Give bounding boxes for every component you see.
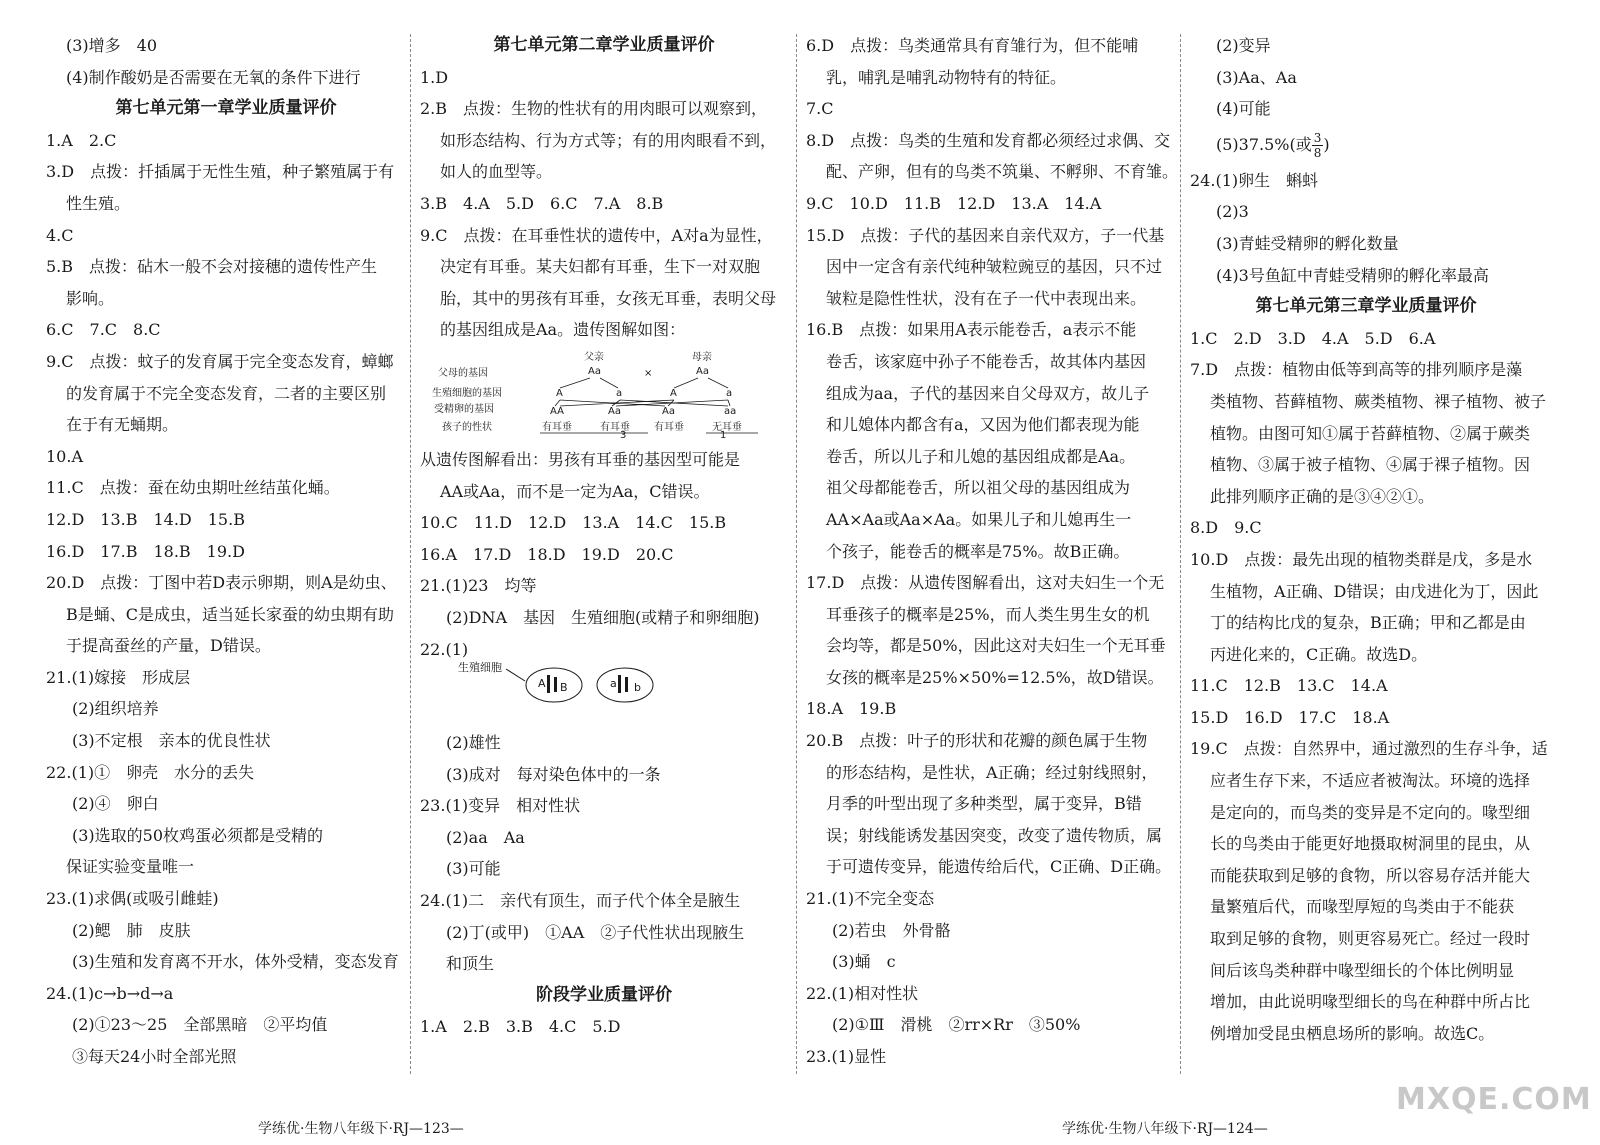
answer-line: (3)可能 <box>446 859 501 879</box>
cell2-gene-a: a <box>610 677 617 691</box>
mother-label: 母亲 <box>692 351 712 363</box>
answer-line: 女孩的概率是25%×50%=12.5%，故D错误。 <box>826 667 1164 687</box>
answer-line: 类植物、苔藓植物、蕨类植物、裸子植物、被子 <box>1210 391 1547 411</box>
answer-line: 组成为aa，子代的基因来自父母双方，故儿子 <box>826 383 1150 403</box>
fraction-prefix: (5)37.5%(或 <box>1216 134 1312 154</box>
row-label-parent-gene: 父母的基因 <box>438 367 488 379</box>
trait-1: 有耳垂 <box>542 421 572 433</box>
answer-line: (2)aa Aa <box>446 827 525 847</box>
answer-column-1 <box>46 30 406 1073</box>
answer-line: 3.D 点拨：扦插属于无性生殖，种子繁殖属于有 <box>46 162 395 182</box>
answer-line: 影响。 <box>66 288 115 308</box>
chromosome <box>547 675 550 693</box>
answer-line: 22.(1) <box>420 639 469 659</box>
answer-line: 会均等，都是50%，因此这对夫妇生一个无耳垂 <box>826 636 1166 656</box>
zygote-AA: AA <box>550 405 564 417</box>
answer-line: 间后该鸟类种群中喙型细长的个体比例明显 <box>1210 960 1515 980</box>
answer-line: 20.D 点拨：丁图中若D表示卵期，则A是幼虫、 <box>46 573 397 593</box>
ratio-3: 3 <box>620 429 627 438</box>
ratio-1: 1 <box>720 429 727 438</box>
answer-line: ③每天24小时全部光照 <box>72 1047 237 1066</box>
chromosome <box>618 675 621 693</box>
answer-line: 23.(1)显性 <box>806 1047 887 1066</box>
answer-line: 22.(1)① 卵壳 水分的丢失 <box>46 762 255 782</box>
answer-line: 和儿媳体内都含有a，又因为他们都表现为能 <box>826 415 1140 435</box>
answer-line: 10.D 点拨：最先出现的植物类群是戊，多是水 <box>1190 549 1533 569</box>
answer-line: 9.C 点拨：蚊子的发育属于完全变态发育，蟑螂 <box>46 351 394 371</box>
answer-line: 于提高蚕丝的产量，D错误。 <box>66 636 271 656</box>
germ-cell-svg <box>420 651 788 713</box>
answer-line: 如人的血型等。 <box>440 162 553 182</box>
chromosome <box>554 677 557 692</box>
page-footer-right: 学练优·生物八年级下·RJ—124— <box>1062 1121 1268 1137</box>
row-label-gamete: 生殖细胞的基因 <box>432 387 502 399</box>
section-heading: 第七单元第一章学业质量评价 <box>115 98 337 119</box>
fraction-suffix: ) <box>1323 134 1330 154</box>
answer-line: 例增加受昆虫栖息场所的影响。故选C。 <box>1210 1023 1495 1043</box>
answer-line: (2)DNA 基因 生殖细胞(或精子和卵细胞) <box>446 607 760 627</box>
answer-column-2 <box>420 30 788 1043</box>
column-divider-3 <box>1180 34 1181 1074</box>
answer-line: 丁的结构比戊的复杂，B正确；甲和乙都是由 <box>1210 613 1526 633</box>
column-divider-2 <box>796 34 797 1074</box>
answer-line: 增加，由此说明喙型细长的鸟在种群中所占比 <box>1210 992 1531 1012</box>
gamete-a1: a <box>616 387 623 399</box>
answer-line: (4)制作酸奶是否需要在无氧的条件下进行 <box>66 67 361 87</box>
answer-line: 22.(1)相对性状 <box>806 983 919 1003</box>
section-heading: 第七单元第三章学业质量评价 <box>1255 296 1477 317</box>
page-footer-left: 学练优·生物八年级下·RJ—123— <box>258 1121 464 1137</box>
germ-cell-label: 生殖细胞 <box>458 661 502 675</box>
answer-line: (2)3 <box>1216 202 1249 222</box>
answer-line: 15.D 16.D 17.C 18.A <box>1190 707 1390 727</box>
answer-line: 如形态结构、行为方式等；有的用肉眼看不到， <box>440 130 777 150</box>
answer-line: 16.D 17.B 18.B 19.D <box>46 541 245 561</box>
mother-gene: Aa <box>696 365 709 377</box>
answer-line: 2.B 点拨：生物的性状有的用肉眼可以观察到， <box>420 99 768 119</box>
answer-line: (3)成对 每对染色体中的一条 <box>446 764 661 784</box>
zygote-aa: aa <box>724 405 737 417</box>
answer-line: 1.A 2.B 3.B 4.C 5.D <box>420 1017 621 1037</box>
father-gene: Aa <box>588 365 601 377</box>
cell1-gene-B: B <box>560 681 568 695</box>
answer-line: (4)3号鱼缸中青蛙受精卵的孵化率最高 <box>1216 265 1489 285</box>
answer-line: 误；射线能诱发基因突变，改变了遗传物质，属 <box>826 825 1163 845</box>
answer-line: 12.D 13.B 14.D 15.B <box>46 509 245 529</box>
answer-line: 月季的叶型出现了多种类型，属于变异，B错 <box>826 794 1142 814</box>
answer-line: 1.C 2.D 3.D 4.A 5.D 6.A <box>1190 328 1436 348</box>
answer-line: 9.C 10.D 11.B 12.D 13.A 14.A <box>806 193 1102 213</box>
fraction-numerator: 3 <box>1313 130 1322 145</box>
gamete-A2: A <box>670 387 677 399</box>
answer-line: 4.C <box>46 225 74 245</box>
answer-line: 23.(1)变异 相对性状 <box>420 796 581 816</box>
answer-line: 应者生存下来，不适应者被淘汰。环境的选择 <box>1210 771 1531 791</box>
answer-line: 21.(1)不完全变态 <box>806 889 935 909</box>
gamete-a2: a <box>726 387 733 399</box>
row-label-trait: 孩子的性状 <box>442 421 492 433</box>
gamete-A1: A <box>556 387 563 399</box>
answer-column-3 <box>806 30 1179 1073</box>
answer-line: 3.B 4.A 5.D 6.C 7.A 8.B <box>420 193 664 213</box>
answer-line: (3)Aa、Aa <box>1216 67 1297 87</box>
answer-line: B是蛹、C是成虫，适当延长家蚕的幼虫期有助 <box>66 604 395 624</box>
answer-line: 16.A 17.D 18.D 19.D 20.C <box>420 544 674 564</box>
answer-line: (2)①Ⅲ 滑桃 ②rr×Rr ③50% <box>832 1015 1081 1035</box>
answer-line: 20.B 点拨：叶子的形状和花瓣的颜色属于生物 <box>806 731 1148 751</box>
watermark-text: MXQE.COM <box>1396 1082 1592 1117</box>
answer-line: 7.D 点拨：植物由低等到高等的排列顺序是藻 <box>1190 360 1523 380</box>
column-divider-1 <box>410 34 411 1074</box>
watermark <box>1396 1082 1592 1117</box>
answer-line: 21.(1)23 均等 <box>420 576 537 596</box>
answer-line: 11.C 点拨：蚕在幼虫期吐丝结茧化蛹。 <box>46 478 340 498</box>
answer-line: 卷舌，所以儿子和儿媳的基因组成都是Aa。 <box>826 446 1136 466</box>
answer-line: (3)青蛙受精卵的孵化数量 <box>1216 233 1399 253</box>
inheritance-diagram <box>420 350 788 438</box>
answer-line: 保证实验变量唯一 <box>66 857 195 877</box>
answer-line: 17.D 点拨：从遗传图解看出，这对夫妇生一个无 <box>806 573 1165 593</box>
answer-line: 6.C 7.C 8.C <box>46 320 161 340</box>
answer-line: 11.C 12.B 13.C 14.A <box>1190 676 1388 696</box>
answer-line: 此排列顺序正确的是③④②①。 <box>1210 486 1435 506</box>
answer-line: 24.(1)c→b→d→a <box>46 983 174 1003</box>
zygote-Aa-1: Aa <box>608 405 621 417</box>
answer-line: 1.A 2.C <box>46 130 117 150</box>
answer-line: 而能获取到足够的食物，所以容易存活并能大 <box>1210 865 1531 885</box>
answer-line: 长的鸟类由于能更好地摄取树洞里的昆虫，从 <box>1210 834 1531 854</box>
answer-line: (2)①23～25 全部黑暗 ②平均值 <box>72 1015 328 1035</box>
section-heading: 第七单元第二章学业质量评价 <box>493 35 715 55</box>
answer-line: 和顶生 <box>446 954 495 974</box>
answer-line: 卷舌，该家庭中孙子不能卷舌，故其体内基因 <box>826 351 1147 371</box>
answer-line: 1.D <box>420 67 449 87</box>
answer-line: 19.C 点拨：自然界中，通过激烈的生存斗争，适 <box>1190 739 1548 759</box>
answer-line: 配、产卵，但有的鸟类不筑巢、不孵卵、不育雏。 <box>826 162 1179 182</box>
answer-line: 的发育属于不完全变态发育，二者的主要区别 <box>66 383 387 403</box>
zygote-Aa-2: Aa <box>662 405 675 417</box>
answer-line: 在于有无蛹期。 <box>66 415 179 435</box>
answer-line: 植物。由图可知①属于苔藓植物、②属于蕨类 <box>1210 423 1531 443</box>
answer-line: 9.C 点拨：在耳垂性状的遗传中，A对a为显性， <box>420 225 773 245</box>
answer-line: (2)组织培养 <box>72 699 159 719</box>
answer-line: (4)可能 <box>1216 99 1271 119</box>
answer-line: (3)选取的50枚鸡蛋必须都是受精的 <box>72 825 324 845</box>
answer-line: 7.C <box>806 99 834 119</box>
answer-line: (2)变异 <box>1216 36 1271 55</box>
answer-line: 乳，哺乳是哺乳动物特有的特征。 <box>826 67 1067 87</box>
answer-line: 祖父母都能卷舌，所以祖父母的基因组成为 <box>826 478 1131 498</box>
answer-line: (3)生殖和发育离不开水，体外受精，变态发育 <box>72 952 399 972</box>
answer-line: AA×Aa或Aa×Aa。如果儿子和儿媳再生一 <box>826 509 1132 529</box>
answer-line: 性生殖。 <box>66 193 131 213</box>
answer-line: (3)增多 40 <box>66 36 158 55</box>
answer-line: 皱粒是隐性性状，没有在子一代中表现出来。 <box>826 288 1147 308</box>
father-label: 父亲 <box>584 351 604 363</box>
answer-line: 6.D 点拨：鸟类通常具有育雏行为，但不能哺 <box>806 36 1139 55</box>
answer-line: 5.B 点拨：砧木一般不会对接穗的遗传性产生 <box>46 257 378 277</box>
answer-line: 的形态结构，是性状，A正确；经过射线照射， <box>826 762 1158 782</box>
inheritance-diagram-svg <box>420 350 788 438</box>
answer-line: 10.A <box>46 446 83 466</box>
answer-line: 从遗传图解看出：男孩有耳垂的基因型可能是 <box>420 449 741 469</box>
answer-line: 18.A 19.B <box>806 699 897 719</box>
answer-line: 胎，其中的男孩有耳垂，女孩无耳垂，表明父母 <box>440 288 777 308</box>
answer-line: 16.B 点拨：如果用A表示能卷舌，a表示不能 <box>806 320 1137 340</box>
pointer-line <box>506 669 525 681</box>
answer-line: 8.D 9.C <box>1190 518 1262 538</box>
row-label-zygote: 受精卵的基因 <box>434 403 494 415</box>
trait-3: 有耳垂 <box>654 421 684 433</box>
answer-line: 生植物，A正确、D错误；由戊进化为丁，因此 <box>1210 581 1539 601</box>
answer-line: 取到足够的食物，则更容易死亡。经过一段时 <box>1210 929 1531 949</box>
answer-line: (2)鳃 肺 皮肤 <box>72 920 191 940</box>
fraction-denominator: 8 <box>1313 145 1322 160</box>
cross-symbol: × <box>644 367 653 379</box>
answer-line: 决定有耳垂。某夫妇都有耳垂，生下一对双胞 <box>440 257 761 277</box>
answer-line: 植物、③属于被子植物、④属于裸子植物。因 <box>1210 455 1531 475</box>
answer-line: 的基因组成是Aa。遗传图解如图： <box>440 320 686 340</box>
answer-line: 于可遗传变异，能遗传给后代，C正确、D正确。 <box>826 857 1172 877</box>
gamete-arrows <box>560 378 728 388</box>
answer-line: 21.(1)嫁接 形成层 <box>46 667 191 687</box>
answer-line: 15.D 点拨：子代的基因来自亲代双方，子一代基 <box>806 225 1165 245</box>
answer-line: 因中一定含有亲代纯种皱粒豌豆的基因，只不过 <box>826 257 1163 277</box>
answer-line: (2)雄性 <box>446 733 501 753</box>
zygote-cross-lines <box>555 400 730 406</box>
answer-line: 23.(1)求偶(或吸引雌蛙) <box>46 889 219 909</box>
answer-line: 24.(1)卵生 蝌蚪 <box>1190 170 1319 190</box>
answer-line: 耳垂孩子的概率是25%，而人类生男生女的机 <box>826 604 1150 624</box>
section-heading: 阶段学业质量评价 <box>536 984 672 1005</box>
germ-cell-diagram <box>420 661 788 727</box>
cell2-gene-b: b <box>634 681 641 695</box>
answer-line: 量繁殖后代，而喙型厚短的鸟类由于不能获 <box>1210 897 1515 917</box>
answer-column-4 <box>1190 30 1548 1049</box>
answer-line: 是定向的，而鸟类的变异是不定向的。喙型细 <box>1210 802 1531 822</box>
fraction-three-eighths <box>1312 131 1324 160</box>
trait-4: 无耳垂 <box>712 421 742 433</box>
answer-line: (2)④ 卵白 <box>72 794 159 814</box>
answer-line: (3)不定根 亲本的优良性状 <box>72 731 271 751</box>
answer-line: 24.(1)二 亲代有顶生，而子代个体全是腋生 <box>420 891 741 911</box>
answer-line: (2)丁(或甲) ①AA ②子代性状出现腋生 <box>446 922 745 942</box>
answer-line: (3)蛹 c <box>832 952 896 972</box>
answer-line: 8.D 点拨：鸟类的生殖和发育都必须经过求偶、交 <box>806 130 1171 150</box>
answer-line: AA或Aa，而不是一定为Aa，C错误。 <box>440 481 710 501</box>
answer-line: 10.C 11.D 12.D 13.A 14.C 15.B <box>420 513 727 533</box>
trait-2: 有耳垂 <box>600 421 630 433</box>
answer-line: 丙进化来的，C正确。故选D。 <box>1210 644 1428 664</box>
answer-line: 个孩子，能卷舌的概率是75%。故B正确。 <box>826 541 1130 561</box>
cell1-gene-A: A <box>538 677 546 691</box>
answer-line-fraction <box>1190 125 1542 165</box>
answer-line: (2)若虫 外骨骼 <box>832 920 951 940</box>
chromosome <box>625 677 628 692</box>
